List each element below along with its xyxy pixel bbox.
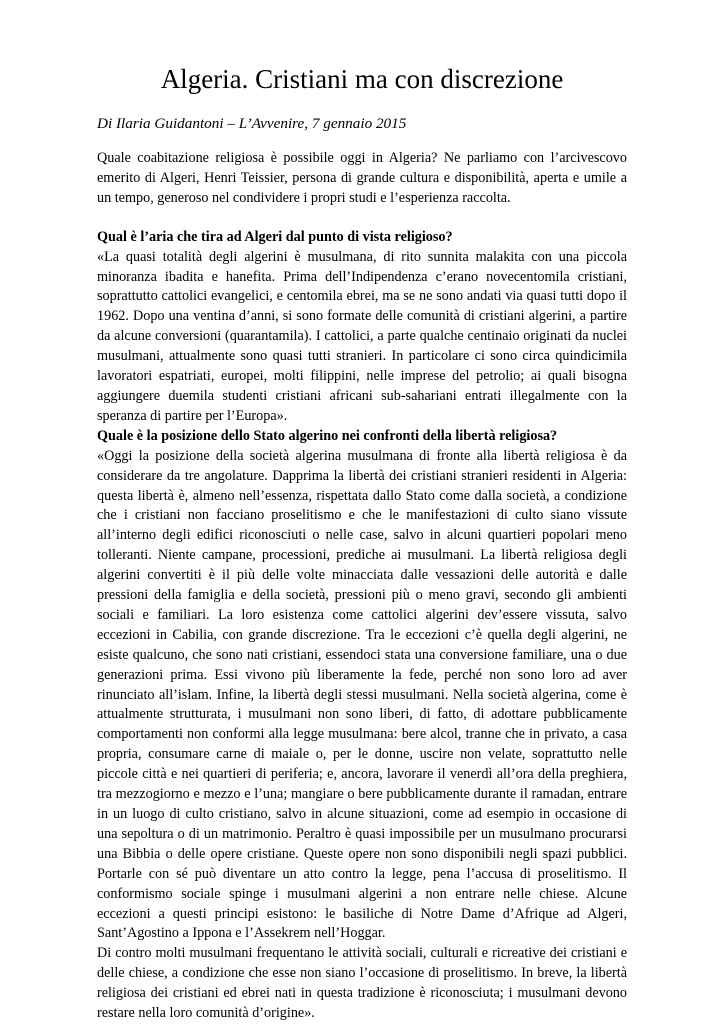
question-2: Quale è la posizione dello Stato algerino nei confronti della libertà religiosa?	[97, 427, 558, 444]
answer-2-paragraph-2: Di contro molti musulmani frequentano le attività sociali, culturali e ricreative dei cristiani e delle chiese, a condizione che esse non siano l’occasione di proselitismo. In breve, la libertà religiosa dei cristiani ed ebrei nati in questa tradizione è riconosciuta; i musulmani devono restare nella loro comunità d’origine».	[97, 945, 627, 1022]
question-1: Qual è l’aria che tira ad Algeri dal punto di vista religioso?	[97, 228, 453, 245]
answer-1: «La quasi totalità degli algerini è musulmana, di rito sunnita malakita con una piccola minoranza ibadita e hanefita. Prima dell’Indipendenza c’erano novecentomila cristiani, soprattutto cattolici evangelici, e centomila ebrei, ma se ne sono andati via quasi tutti dopo il 1962. Dopo una ventina d’anni, si sono formate delle comunità di cristiani algerini, a partire da alcune conversioni (quarantamila). I cattolici, a parte qualche centinaio originati da nuclei musulmani, attualmente sono quasi tutti stranieri. In particolare ci sono circa quindicimila lavoratori espatriati, europei, molti filippini, nelle imprese del petrolio; ai quali bisogna aggiungere duemila studenti cristiani africani sub-sahariani entrati illegalmente con la speranza di partire per l’Europa».	[97, 248, 627, 424]
intro-paragraph: Quale coabitazione religiosa è possibile oggi in Algeria? Ne parliamo con l’arcivescovo emerito di Algeri, Henri Teissier, persona di grande cultura e disponibilità, aperta e umile a un tempo, generoso nel condividere i propri studi e l’esperienza raccolta.	[97, 150, 627, 206]
byline: Di Ilaria Guidantoni – L’Avvenire, 7 gennaio 2015	[97, 115, 407, 132]
document-title: Algeria. Cristiani ma con discrezione	[160, 64, 564, 94]
document-page	[97, 62, 627, 1024]
answer-2-paragraph-1: «Oggi la posizione della società algerina musulmana di fronte alla libertà religiosa è da considerare da tre angolature. Dapprima la libertà dei cristiani stranieri residenti in Algeria: questa libertà è, almeno nell’essenza, rispettata dallo Stato come dalla società, a condizione che i cristiani non facciano proselitismo e che le manifestazioni di culto siano vissute all’interno degli edifici riconosciuti o nelle case, salvo in alcuni quartieri popolari meno tolleranti. Niente campane, processioni, prediche ai musulmani. La libertà religiosa degli algerini convertiti è il più delle volte minacciata dalle vessazioni delle autorità e dalle pressioni della famiglia e della società, pressioni più o meno gravi, secondo gli ambienti sociali e familiari. La loro esistenza come cattolici algerini dev’essere vissuta, salvo eccezioni in Cabilia, con grande discrezione. Tra le eccezioni c’è quella degli algerini, ne esiste qualcuno, che sono nati cristiani, essendoci stata una conversione familiare, una o due generazioni prima. Essi vivono più liberamente la fede, perché non sono loro ad aver rinunciato all’islam. Infine, la libertà degli stessi musulmani. Nella società algerina, come è attualmente strutturata, i musulmani non sono liberi, di fatto, di adottare pubblicamente comportamenti non conformi alla legge musulmana: bere alcol, tranne che in privato, a casa propria, consumare carne di maiale o, per le donne, uscire non velate, soprattutto nelle piccole città e nei quartieri di periferia; e, ancora, lavorare il venerdì all’ora della preghiera, tra mezzogiorno e mezzo e l’una; mangiare o bere pubblicamente durante il ramadan, entrare in un luogo di culto cristiano, salvo in alcune situazioni, come ad esempio in occasione di una sepoltura o di un matrimonio. Peraltro è quasi impossibile per un musulmano procurarsi una Bibbia o delle opere cristiane. Queste opere non sono disponibili negli spazi pubblici. Portarle con sé può diventare un atto contro la legge, pena l’accusa di proselitismo. Il conformismo sociale spinge i musulmani algerini a non entrare nelle chiese. Alcune eccezioni a questi principi esistono: le basiliche di Notre Dame d’Afrique ad Algeri, Sant’Agostino a Ippona e l’Assekrem nell’Hoggar.	[97, 447, 627, 942]
